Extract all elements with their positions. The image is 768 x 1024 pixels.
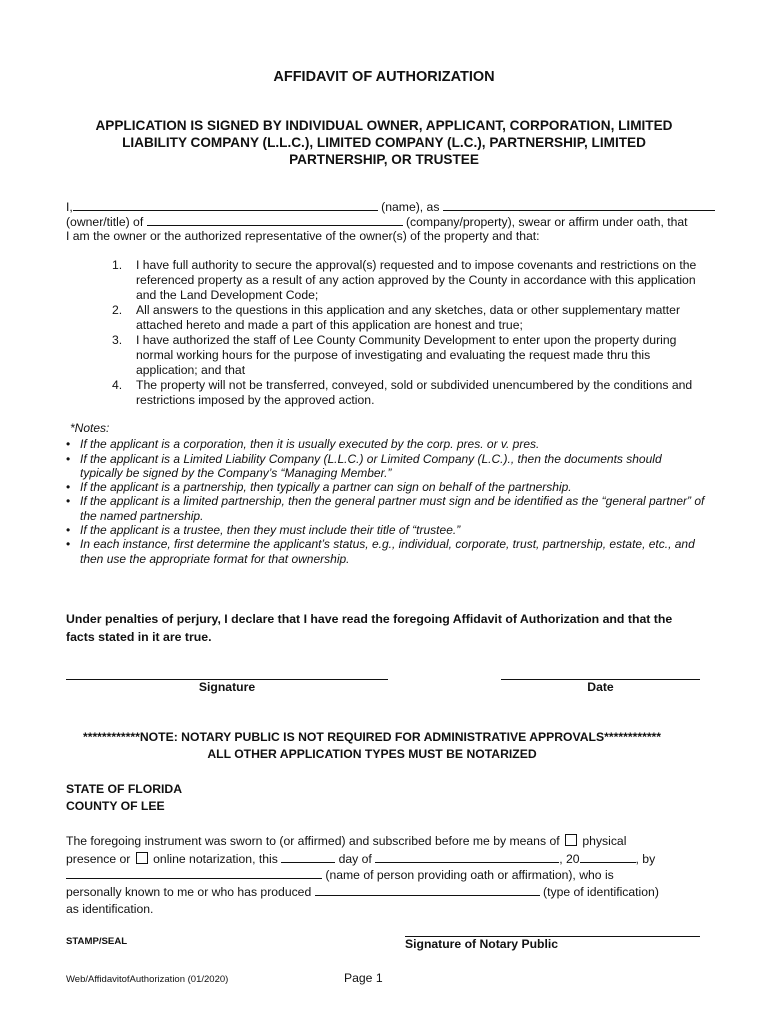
- physical-label: physical: [582, 834, 627, 848]
- intro-i-prefix: I,: [66, 200, 73, 214]
- document-title: AFFIDAVIT OF AUTHORIZATION: [273, 69, 495, 85]
- sworn-line-2: [66, 851, 655, 867]
- name-field[interactable]: [73, 199, 378, 211]
- note-item: • If the applicant is a limited partnership, then the general partner must sign and be identified as the “general partner” of the named partnership.: [66, 494, 706, 523]
- sworn-line-5: as identification.: [66, 902, 154, 916]
- title-field[interactable]: [443, 199, 715, 211]
- sworn-line-1: [66, 834, 626, 849]
- page-number: Page 1: [344, 971, 383, 985]
- name-oath-label: (name of person providing oath or affirmation), who is: [325, 868, 614, 882]
- note-item: • If the applicant is a corporation, then it is usually executed by the corp. pres. or v. pres.: [66, 437, 706, 451]
- footer-form-code: Web/AffidavitofAuthorization (01/2020): [66, 974, 229, 985]
- name-label: (name), as: [381, 200, 440, 214]
- note-item: • If the applicant is a trustee, then they must include their title of “trustee.”: [66, 523, 706, 537]
- presence-or-label: presence or: [66, 852, 131, 866]
- perjury-declaration: Under penalties of perjury, I declare that I have read the foregoing Affidavit of Authorization and that the facts stated in it are true.: [66, 612, 673, 644]
- notary-signature-label: Signature of Notary Public: [405, 937, 559, 951]
- company-label: (company/property), swear or affirm under oath, that: [406, 215, 688, 229]
- item-text: I have full authority to secure the approval(s) requested and to impose covenants and restrictions on the referenced property as a result of any action approved by the County in accordance with this application and the Land Development Code;: [136, 258, 697, 302]
- note-item: • If the applicant is a Limited Liability Company (L.L.C.) or Limited Company (L.C.)., then the documents should typically be signed by the Company’s “Managing Member.”: [66, 452, 706, 481]
- notes-section: [66, 421, 706, 566]
- oath-person-field[interactable]: [66, 867, 322, 879]
- note-item: • If the applicant is a partnership, then typically a partner can sign on behalf of the partnership.: [66, 480, 706, 494]
- intro-line-2: [66, 214, 688, 230]
- item-text: All answers to the questions in this application and any sketches, data or other supplementary matter attached hereto and made a part of this application are honest and true;: [136, 303, 680, 332]
- personally-known-label: personally known to me or who has produced: [66, 885, 312, 899]
- item-number: 4.: [112, 378, 123, 392]
- day-of-label: day of: [338, 852, 372, 866]
- day-field[interactable]: [281, 851, 335, 863]
- company-field[interactable]: [147, 214, 403, 226]
- month-field[interactable]: [375, 851, 559, 863]
- intro-line-1: [66, 199, 715, 215]
- identification-field[interactable]: [315, 884, 540, 896]
- year-field[interactable]: [580, 851, 636, 863]
- online-notarization-checkbox[interactable]: [136, 852, 148, 864]
- intro-line-3: I am the owner or the authorized representative of the owner(s) of the property and that:: [66, 229, 540, 243]
- authorization-list: [108, 258, 708, 408]
- owner-title-label: (owner/title) of: [66, 215, 144, 229]
- year-prefix: , 20: [559, 852, 580, 866]
- notary-note: ************NOTE: NOTARY PUBLIC IS NOT REQUIRED FOR ADMINISTRATIVE APPROVALS************: [82, 730, 662, 744]
- signature-label: Signature: [198, 680, 256, 694]
- item-text: I have authorized the staff of Lee County Community Development to enter upon the property during normal working hours for the purpose of investigating and evaluating the request made thru this application; and that: [136, 333, 677, 377]
- list-item: [108, 333, 708, 378]
- sworn-text-1: The foregoing instrument was sworn to (or affirmed) and subscribed before me by means of: [66, 834, 560, 848]
- type-id-label: (type of identification): [543, 885, 659, 899]
- item-text: The property will not be transferred, conveyed, sold or subdivided unencumbered by the conditions and restrictions imposed by the approved action.: [136, 378, 693, 407]
- county-label: COUNTY OF LEE: [66, 799, 165, 813]
- physical-presence-checkbox[interactable]: [565, 834, 577, 846]
- notes-list: [66, 437, 706, 566]
- list-item: [108, 303, 708, 333]
- document-subtitle: APPLICATION IS SIGNED BY INDIVIDUAL OWNER, APPLICANT, CORPORATION, LIMITED LIABILITY COMPANY (L.L.C.), LIMITED COMPANY (L.C.), PARTNERSHIP, LIMITED PARTNERSHIP, OR TRUSTEE: [95, 118, 673, 167]
- online-label: online notarization, this: [153, 852, 278, 866]
- date-label: Date: [587, 680, 614, 694]
- sworn-line-4: [66, 884, 659, 900]
- list-item: [108, 378, 708, 408]
- notary-note-2: ALL OTHER APPLICATION TYPES MUST BE NOTARIZED: [207, 747, 537, 761]
- note-item: • In each instance, first determine the applicant’s status, e.g., individual, corporate, trust, partnership, estate, etc., and then use the appropriate format for that ownership.: [66, 537, 706, 566]
- stamp-seal-label: STAMP/SEAL: [66, 936, 128, 947]
- item-number: 2.: [112, 303, 123, 317]
- notes-heading: *Notes:: [70, 421, 110, 435]
- list-item: [108, 258, 708, 303]
- item-number: 1.: [112, 258, 123, 272]
- by-label: , by: [635, 852, 656, 866]
- sworn-line-3: [66, 867, 614, 883]
- item-number: 3.: [112, 333, 123, 347]
- state-label: STATE OF FLORIDA: [66, 782, 182, 796]
